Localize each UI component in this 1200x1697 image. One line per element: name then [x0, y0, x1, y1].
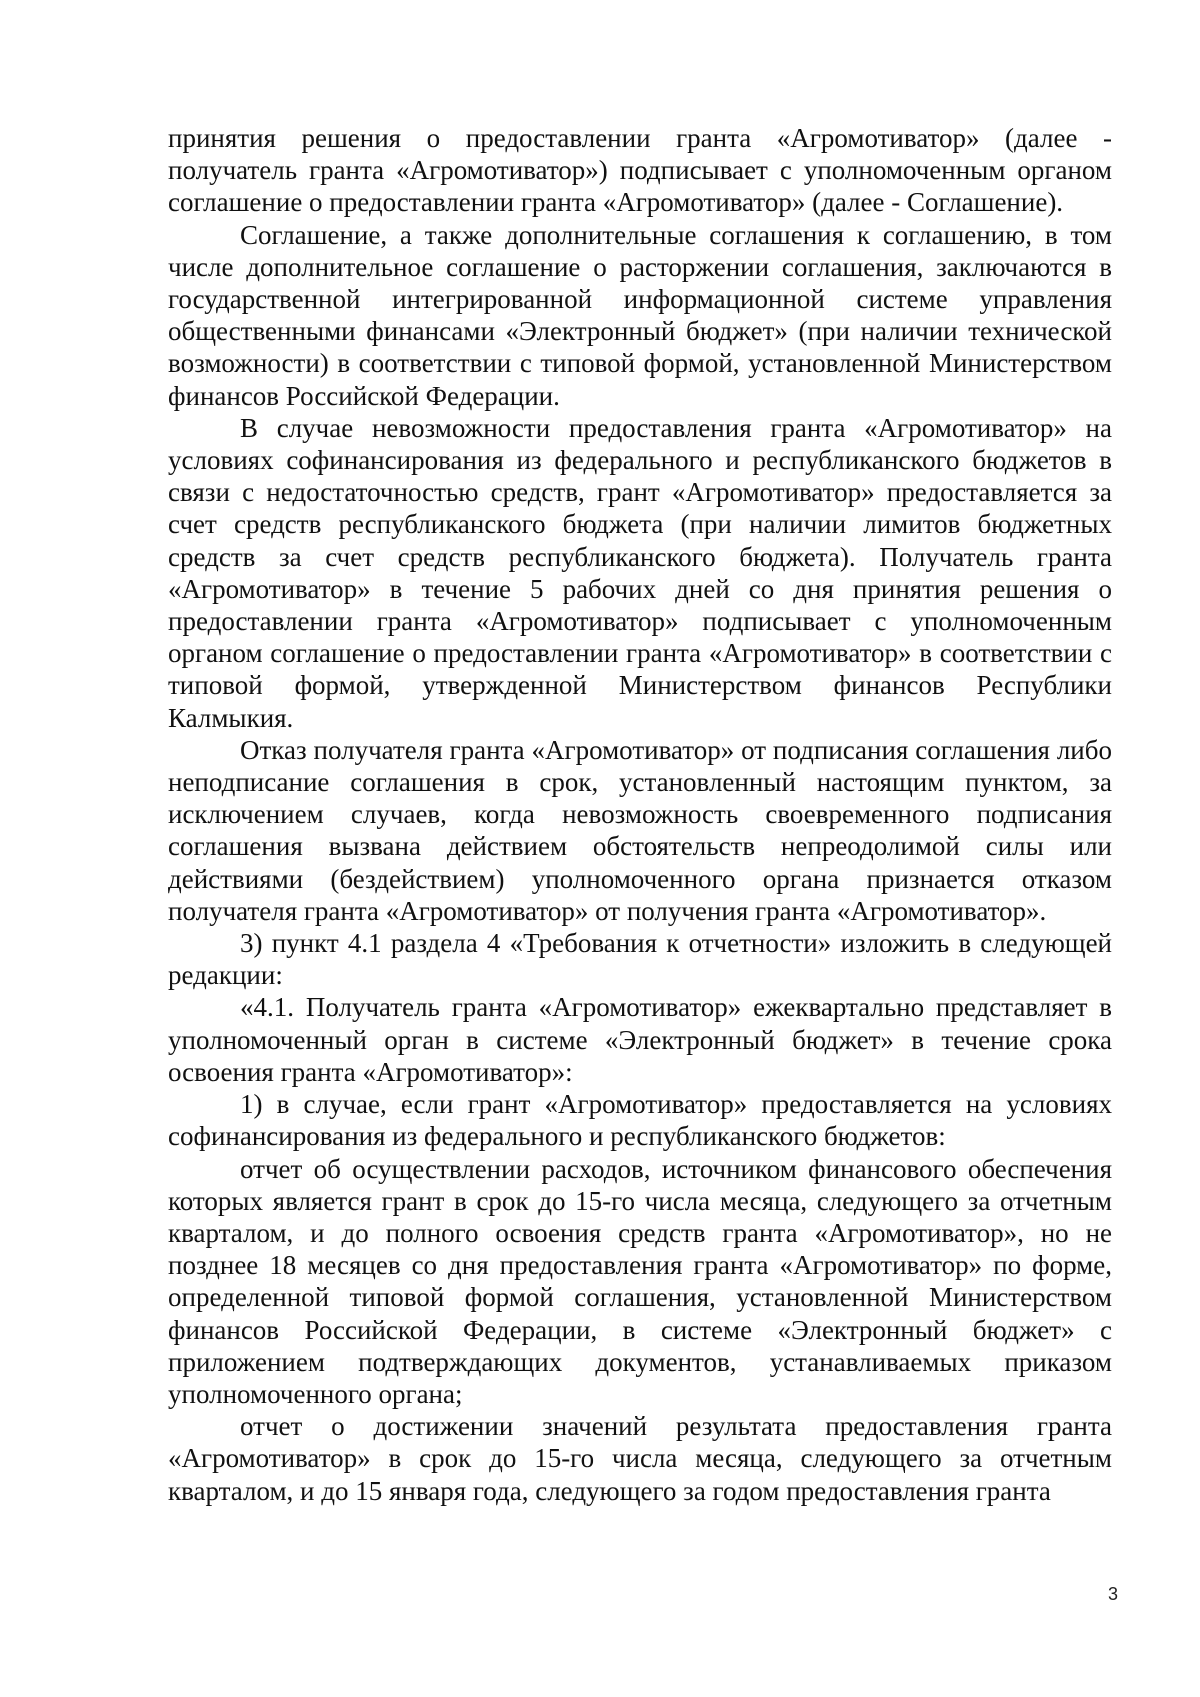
paragraph-cofinancing-impossibility: В случае невозможности предоставления гранта «Агромотиватор» на условиях софинансирования из федерального и республиканского бюджетов в связи с недостаточностью средств, грант «Агромотиватор» предоставляется за счет средств республиканского бюджета (при наличии лимитов бюджетных средств за счет средств республиканского бюджета). Получатель гранта «Агромотиватор» в течение 5 рабочих дней со дня принятия решения о предоставлении гранта «Агромотиватор» подписывает с уполномоченным органом соглашение о предоставлении гранта «Агромотиватор» в соответствии с типовой формой, утвержденной Министерством финансов Республики Калмыкия.: [168, 412, 1112, 733]
paragraph-continuation: принятия решения о предоставлении гранта «Агромотиватор» (далее - получатель гранта «Агромотиватор») подписывает с уполномоченным органом соглашение о предоставлении гранта «Агромотиватор» (далее - Соглашение).: [168, 123, 1112, 218]
paragraph-item-3: 3) пункт 4.1 раздела 4 «Требования к отчетности» изложить в следующей редакции:: [168, 928, 1112, 991]
paragraph-expenses-report: отчет об осуществлении расходов, источником финансового обеспечения которых является грант в срок до 15-го числа месяца, следующего за отчетным кварталом, и до полного освоения средств гранта «Агромотиватор», но не позднее 18 месяцев со дня предоставления гранта «Агромотиватор» по форме, определенной типовой формой соглашения, установленной Министерством финансов Российской Федерации, в системе «Электронный бюджет» с приложением подтверждающих документов, устанавливаемых приказом уполномоченного органа;: [168, 1153, 1112, 1409]
paragraph-subitem-1: 1) в случае, если грант «Агромотиватор» предоставляется на условиях софинансирования из федерального и республиканского бюджетов:: [168, 1089, 1112, 1152]
paragraph-clause-4-1: «4.1. Получатель гранта «Агромотиватор» ежеквартально представляет в уполномоченный орган в системе «Электронный бюджет» в течение срока освоения гранта «Агромотиватор»:: [168, 992, 1112, 1087]
paragraph-results-report: отчет о достижении значений результата предоставления гранта «Агромотиватор» в срок до 15-го числа месяца, следующего за отчетным кварталом, и до 15 января года, следующего за годом предоставления гранта: [168, 1411, 1112, 1506]
paragraph-agreement-system: Соглашение, а также дополнительные соглашения к соглашению, в том числе дополнительное соглашение о расторжении соглашения, заключаются в государственной интегрированной информационной системе управления общественными финансами «Электронный бюджет» (при наличии технической возможности) в соответствии с типовой формой, установленной Министерством финансов Российской Федерации.: [168, 219, 1112, 411]
page-number: 3: [1108, 1584, 1119, 1604]
document-body: [168, 122, 1112, 1507]
paragraph-refusal: Отказ получателя гранта «Агромотиватор» от подписания соглашения либо неподписание соглашения в срок, установленный настоящим пунктом, за исключением случаев, когда невозможность своевременного подписания соглашения вызвана действием обстоятельств непреодолимой силы или действиями (бездействием) уполномоченного органа признается отказом получателя гранта «Агромотиватор» от получения гранта «Агромотиватор».: [168, 734, 1112, 926]
